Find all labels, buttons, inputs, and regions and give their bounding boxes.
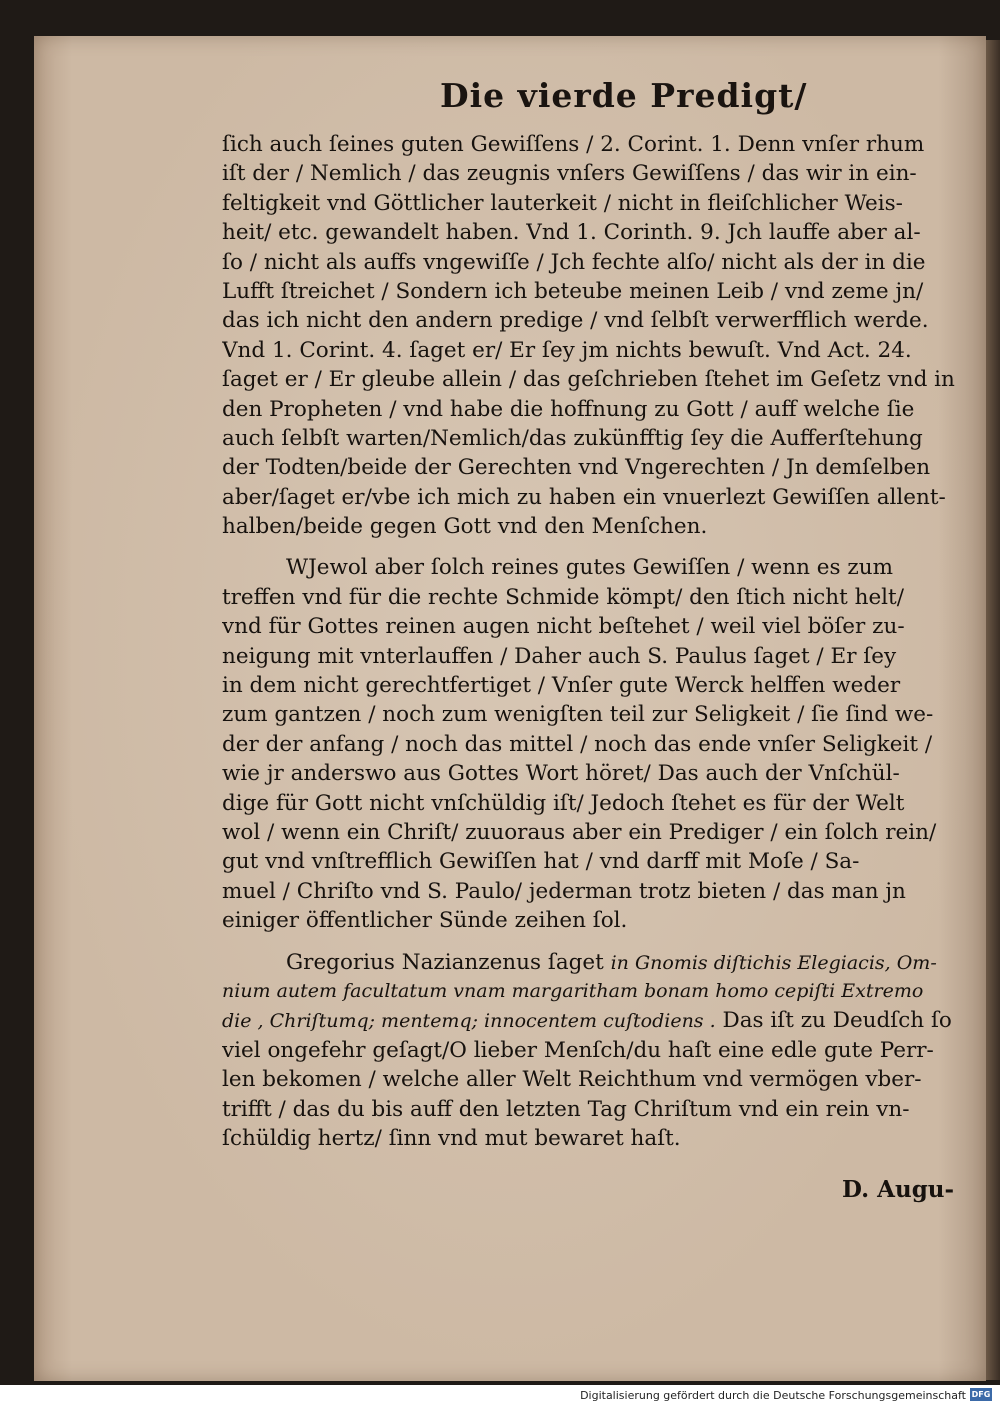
text-line: das ich nicht den andern predige / vnd ſelbſt verwerfflich werde. (222, 308, 929, 334)
text-line: wie jr anderswo aus Gottes Wort höret/ Das auch der Vnſchül- (222, 761, 900, 787)
text-run: Das iſt zu Deudſch ſo (715, 1008, 952, 1034)
text-line: einiger öffentlicher Sünde zeihen ſol. (222, 908, 628, 934)
catchword: D. Augu- (842, 1176, 955, 1203)
text-line (222, 948, 970, 977)
text-line: wol / wenn ein Chriſt/ zuuoraus aber ein Prediger / ein ſolch rein/ (222, 819, 937, 845)
text-line: auch ſelbſt warten/Nemlich/das zukünfftig ſey die Aufferſtehung (222, 425, 923, 451)
text-line: ſaget er / Er gleube allein / das geſchrieben ſtehet im Geſetz vnd in (222, 367, 955, 393)
text-line: Vnd 1. Corint. 4. ſaget er/ Er ſey jm nichts bewuſt. Vnd Act. 24. (222, 337, 912, 363)
text-line: aber/ſaget er/vbe ich mich zu haben ein vnuerlezt Gewiſſen allent- (222, 484, 946, 510)
text-line: der der anfang / noch das mittel / noch das ende vnſer Seligkeit / (222, 731, 933, 757)
latin-text: die , Chriſtumq; mentemq; innocentem cuſtodiens . (222, 1010, 716, 1033)
text-line: vnd für Gottes reinen augen nicht beſtehet / weil viel böſer zu- (222, 614, 905, 640)
text-line: Lufft ſtreichet / Sondern ich beteube meinen Leib / vnd zeme jn/ (222, 278, 924, 304)
text-line: feltigkeit vnd Göttlicher lauterkeit / nicht in fleiſchlicher Weis- (222, 190, 903, 216)
text-line: treffen vnd für die rechte Schmide kömpt/ den ſtich nicht helt/ (222, 584, 904, 610)
dfg-logo: DFG (971, 1390, 991, 1399)
text-line: halben/beide gegen Gott vnd den Menſchen. (222, 514, 708, 540)
text-line: der Todten/beide der Gerechten vnd Vngerechten / Jn demſelben (222, 455, 931, 481)
text-line: gut vnd vnſtrefflich Gewiſſen hat / vnd darff mit Moſe / Sa- (222, 849, 860, 875)
text-line: in dem nicht gerechtfertiget / Vnſer gute Werck helffen weder (222, 673, 901, 699)
page-text (222, 130, 970, 1153)
text-run: Gregorius Nazianzenus ſaget (286, 949, 611, 975)
text-line (222, 1006, 970, 1035)
text-line: heit/ etc. gewandelt haben. Vnd 1. Corinth. 9. Jch lauffe aber al- (222, 220, 921, 246)
text-line: zum gantzen / noch zum wenigſten teil zur Seligkeit / ſie ſind we- (222, 702, 934, 728)
text-line: ſo / nicht als auffs vngewiſſe / Jch fechte alſo/ nicht als der in die (222, 249, 926, 275)
footer-bar (0, 1385, 1000, 1405)
latin-text: in Gnomis diſtichis Elegiacis, Om- (610, 951, 937, 974)
text-line: iſt der / Nemlich / das zeugnis vnſers Gewiſſens / das wir in ein- (222, 161, 917, 187)
text-line: ſchüldig hertz/ ſinn vnd mut bewaret haſt. (222, 1125, 681, 1151)
text-line: viel ongefehr geſagt/O lieber Menſch/du haſt eine edle gute Perr- (222, 1037, 934, 1063)
text-line: WJewol aber ſolch reines gutes Gewiſſen / wenn es zum (286, 555, 893, 581)
running-header: Die vierde Predigt/ (440, 76, 808, 115)
page-edge (986, 40, 1000, 1380)
text-line: muel / Chriſto vnd S. Paulo/ jederman trotz bieten / das man jn (222, 878, 906, 904)
text-line: neigung mit vnterlauffen / Daher auch S. Paulus ſaget / Er ſey (222, 643, 897, 669)
digitization-credit: Digitalisierung gefördert durch die Deutsche Forschungsgemeinschaft (580, 1389, 966, 1402)
text-line: dige für Gott nicht vnſchüldig iſt/ Jedoch ſtehet es für der Welt (222, 790, 905, 816)
text-line: den Propheten / vnd habe die hoffnung zu Gott / auff welche ſie (222, 396, 915, 422)
latin-text: nium autem facultatum vnam margaritham bonam homo cepiſti Extremo (222, 979, 924, 1002)
text-line: ſich auch ſeines guten Gewiſſens / 2. Corint. 1. Denn vnſer rhum (222, 132, 925, 157)
text-line: len bekomen / welche aller Welt Reichthum vnd vermögen vber- (222, 1067, 922, 1093)
text-line: trifft / das du bis auff den letzten Tag Chriſtum vnd ein rein vn- (222, 1096, 910, 1122)
